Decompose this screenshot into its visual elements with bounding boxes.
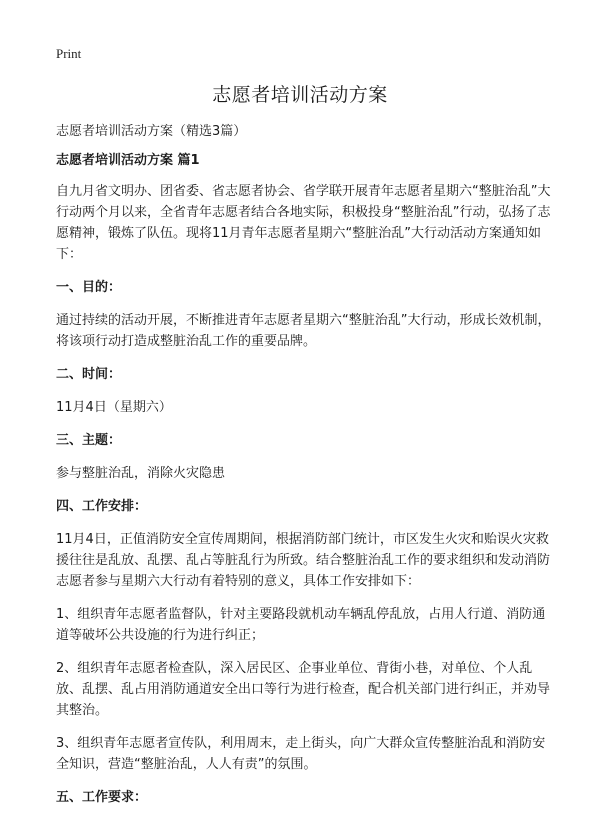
document-subtitle: 志愿者培训活动方案（精选3篇） <box>56 124 247 139</box>
purpose-heading: 一、目的： <box>56 280 122 295</box>
intro-paragraph: 自九月省文明办、团省委、省志愿者协会、省学联开展青年志愿者星期六“整脏治乱”大行动两个月以来，全省青年志愿者结合各地实际，积极投身“整脏治乱”行动，弘扬了志愿精神，锻炼了队伍。现将11月青年志愿者星期六“整脏治乱”大行动活动方案通知如下： <box>56 184 551 262</box>
time-heading: 二、时间： <box>56 367 122 382</box>
arrangement-item: 2、组织青年志愿者检查队，深入居民区、企事业单位、背街小巷，对单位、个人乱放、乱摆、乱占用消防通道安全出口等行为进行检查，配合机关部门进行纠正，并劝导其整治。 <box>56 661 551 718</box>
arrangement-item: 3、组织青年志愿者宣传队，利用周末，走上街头，向广大群众宣传整脏治乱和消防安全知识，营造“整脏治乱，人人有责”的氛围。 <box>56 736 546 772</box>
arrangement-heading: 四、工作安排： <box>56 499 148 514</box>
page-title: 志愿者培训活动方案 <box>212 84 388 106</box>
theme-heading: 三、主题： <box>56 433 122 448</box>
time-paragraph: 11月4日（星期六） <box>56 400 172 415</box>
requirements-heading: 五、工作要求： <box>56 790 148 805</box>
part-heading: 志愿者培训活动方案 篇1 <box>56 153 200 168</box>
arrangement-item: 1、组织青年志愿者监督队，针对主要路段就机动车辆乱停乱放，占用人行道、消防通道等破坏公共设施的行为进行纠正； <box>56 607 546 643</box>
print-link[interactable]: Print <box>56 46 82 61</box>
theme-paragraph: 参与整脏治乱，消除火灾隐患 <box>56 466 226 481</box>
document-body <box>56 150 552 820</box>
purpose-paragraph: 通过持续的活动开展，不断推进青年志愿者星期六“整脏治乱”大行动，形成长效机制，将该项行动打造成整脏治乱工作的重要品牌。 <box>56 313 551 349</box>
arrangement-intro-paragraph: 11月4日，正值消防安全宣传周期间，根据消防部门统计，市区发生火灾和贻误火灾救援往往是乱放、乱摆、乱占等脏乱行为所致。结合整脏治乱工作的要求组织和发动消防志愿者参与星期六大行动有着特别的意义，具体工作安排如下： <box>56 532 551 589</box>
